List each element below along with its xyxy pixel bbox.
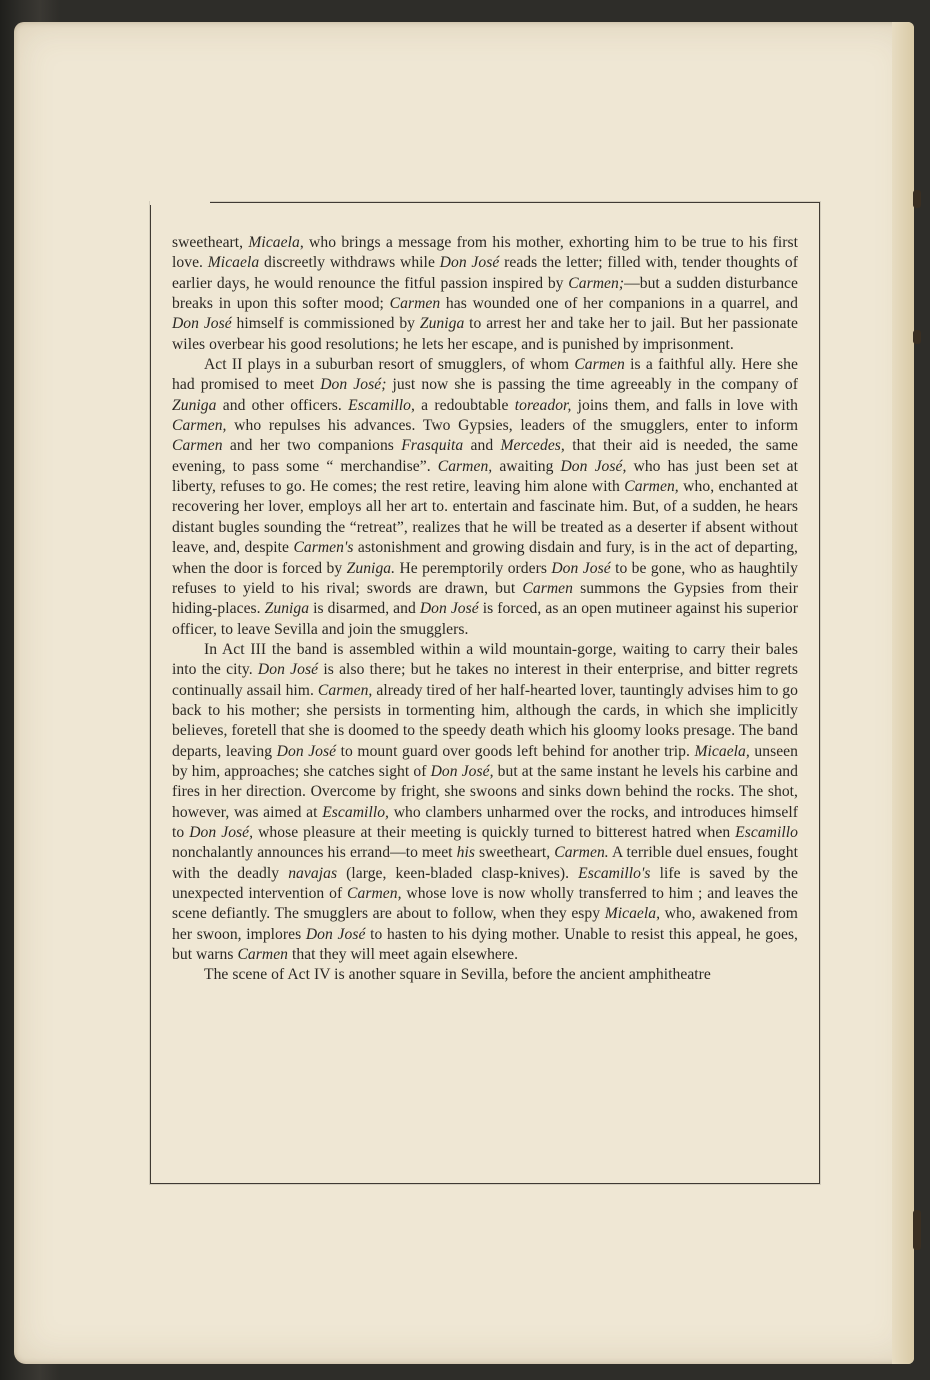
italic-text: Don José bbox=[257, 661, 319, 679]
italic-text: Carmen. bbox=[554, 844, 609, 862]
text-run: who clambers unharmed over the rocks, and introduces himself to bbox=[172, 803, 798, 841]
italic-text: Zuniga bbox=[172, 396, 217, 414]
text-run: to hasten to his dying mother. Unable to resist this appeal, he goes, but warns bbox=[172, 925, 799, 964]
frame-gap bbox=[150, 200, 210, 205]
text-run: (large, keen-bladed clasp-knives). bbox=[337, 864, 579, 882]
text-run: a redoubtable bbox=[414, 396, 515, 414]
text-run: discreetly withdraws while bbox=[259, 254, 440, 272]
italic-text: Carmen, bbox=[347, 885, 402, 902]
italic-text: Zuniga bbox=[419, 315, 465, 333]
text-run: In Act III the band is assembled within a wild mountain-gorge, waiting to carry their bales into the city. bbox=[172, 640, 798, 679]
paragraph bbox=[172, 233, 798, 355]
italic-text: Don José bbox=[172, 315, 232, 333]
italic-text: Don José, bbox=[189, 823, 254, 841]
italic-text: Don José bbox=[305, 925, 366, 943]
text-run: is disarmed, and bbox=[309, 600, 420, 618]
text-run: but at the same instant he levels his carbine and fires in her direction. Overcome by fright, she swoons and sinks down behind the rocks. The shot, however, was aimed at bbox=[172, 762, 799, 821]
text-run: joins them, and falls in love with bbox=[571, 396, 798, 414]
text-run: and other officers. bbox=[216, 396, 349, 414]
page-tab bbox=[913, 330, 921, 344]
text-run: who, enchanted at recovering her lover, employs all her art to. entertain and fascinate him. But, of a sudden, he hears distant bugles sounding the “retreat”, realizes that he will be treated as a deserter if absent without leave, and, despite bbox=[172, 478, 798, 557]
text-run: sweetheart, bbox=[172, 234, 249, 251]
italic-text: Carmen bbox=[389, 295, 441, 313]
text-run: whose pleasure at their meeting is quickly turned to bitterest hatred when bbox=[253, 823, 736, 841]
italic-text: Carmen, bbox=[437, 457, 493, 475]
text-run: himself is commissioned by bbox=[231, 315, 420, 333]
italic-text: Carmen, bbox=[317, 681, 373, 699]
text-run: is forced, as an open mutineer against his superior officer, to leave Sevilla and join the smugglers. bbox=[172, 600, 798, 638]
text-run: that they will meet again elsewhere. bbox=[288, 946, 519, 964]
text-run: summons the Gypsies from their hiding-places. bbox=[172, 579, 798, 618]
italic-text: Don José bbox=[276, 742, 337, 760]
text-run: is a faithful ally. Here she had promised to meet bbox=[172, 356, 798, 394]
text-run: to mount guard over goods left behind for another trip. bbox=[336, 742, 695, 760]
italic-text: Zuniga bbox=[264, 600, 310, 618]
text-run: already tired of her half-hearted lover, tauntingly advises him to go back to his mother; she persists in tormenting him, although the cards, in which she implicitly believes, foretell that she is doomed to the speedy death which his gloomy looks presage. The band departs, leaving bbox=[172, 681, 798, 760]
text-run: Act II plays in a suburban resort of smugglers, of whom bbox=[204, 356, 575, 374]
text-run: astonishment and growing disdain and fury, is in the act of departing, when the door is forced by bbox=[172, 539, 798, 577]
page-tab bbox=[913, 190, 921, 208]
text-run: and her two companions bbox=[222, 437, 402, 455]
text-run: He peremptorily orders bbox=[395, 559, 552, 577]
text-run: who, awakened from her swoon, implores bbox=[172, 905, 798, 943]
italic-text: Micaela bbox=[248, 234, 300, 251]
text-run: , who brings a message from his mother, exhorting him to be true to his first love. bbox=[172, 234, 798, 272]
text-run: is also there; but he takes no interest in their enterprise, and bitter regrets continually assail him. bbox=[172, 661, 798, 699]
italic-text: Carmen; bbox=[568, 274, 625, 292]
text-run: The scene of Act IV is another square in Sevilla, before the ancient amphitheatre bbox=[204, 966, 711, 984]
text-run: reads the letter; filled with, tender thoughts of earlier days, he would renounce the fitful passion inspired by bbox=[172, 254, 799, 292]
page-tab bbox=[913, 1210, 921, 1250]
text-run: awaiting bbox=[492, 457, 561, 475]
text-run: sweetheart, bbox=[474, 844, 555, 862]
text-run: to arrest her and take her to jail. But her passionate wiles overbear his good resolutions; he lets her escape, and is punished by imprisonment. bbox=[172, 315, 798, 353]
italic-text: Don José, bbox=[430, 762, 494, 780]
italic-text: Escamillo, bbox=[322, 803, 390, 821]
italic-text: navajas bbox=[288, 864, 338, 882]
text-run: nonchalantly announces his errand—to meet bbox=[172, 844, 457, 862]
italic-text: Micaela bbox=[207, 254, 260, 272]
italic-text: Don José; bbox=[320, 376, 387, 394]
italic-text: his bbox=[456, 844, 475, 862]
text-run: —but a sudden disturbance breaks in upon this softer mood; bbox=[172, 274, 798, 313]
text-run: life is saved by the unexpected intervention of bbox=[172, 864, 798, 902]
italic-text: Escamillo bbox=[735, 823, 798, 841]
italic-text: Carmen, bbox=[624, 478, 679, 496]
italic-text: Carmen's bbox=[293, 539, 354, 557]
italic-text: Don José bbox=[551, 559, 611, 577]
text-run: that their aid is needed, the same evening, to pass some “ merchandise”. bbox=[172, 437, 799, 475]
text-run: and bbox=[463, 437, 501, 455]
italic-text: Don José, bbox=[560, 457, 627, 475]
paragraph bbox=[172, 640, 798, 966]
text-run: who repulses his advances. Two Gypsies, leaders of the smugglers, enter to inform bbox=[226, 417, 798, 435]
italic-text: Don José bbox=[419, 600, 479, 618]
italic-text: Micaela, bbox=[604, 905, 661, 923]
italic-text: Carmen bbox=[574, 356, 625, 374]
text-run: who has just been set at liberty, refuses to go. He comes; the rest retire, leaving him alone with bbox=[172, 457, 799, 496]
italic-text: Carmen, bbox=[172, 417, 227, 435]
italic-text: Carmen bbox=[237, 946, 289, 964]
text-run: just now she is passing the time agreeably in the company of bbox=[386, 376, 798, 394]
italic-text: Mercedes, bbox=[500, 437, 565, 455]
page-edge bbox=[892, 22, 914, 1364]
italic-text: Escamillo, bbox=[348, 396, 415, 414]
text-run: whose love is now wholly transferred to him ; and leaves the scene defiantly. The smugglers are about to follow, when they espy bbox=[172, 885, 799, 923]
italic-text: Micaela, bbox=[694, 742, 750, 760]
italic-text: Zuniga. bbox=[346, 559, 396, 577]
text-run: unseen by him, approaches; she catches sight of bbox=[172, 742, 798, 780]
italic-text: Escamillo's bbox=[578, 864, 651, 882]
italic-text: Carmen bbox=[172, 437, 223, 455]
page-text bbox=[172, 233, 798, 986]
paragraph bbox=[172, 355, 798, 640]
italic-text: Frasquita bbox=[401, 437, 464, 455]
text-run: has wounded one of her companions in a quarrel, and bbox=[440, 295, 798, 313]
italic-text: Don José bbox=[439, 254, 500, 272]
text-run: to be gone, who as haughtily refuses to yield to his rival; swords are drawn, but bbox=[172, 559, 798, 597]
italic-text: Carmen bbox=[522, 579, 573, 597]
italic-text: toreador, bbox=[514, 396, 572, 414]
paragraph bbox=[172, 965, 798, 985]
text-run: A terrible duel ensues, fought with the deadly bbox=[172, 844, 799, 882]
